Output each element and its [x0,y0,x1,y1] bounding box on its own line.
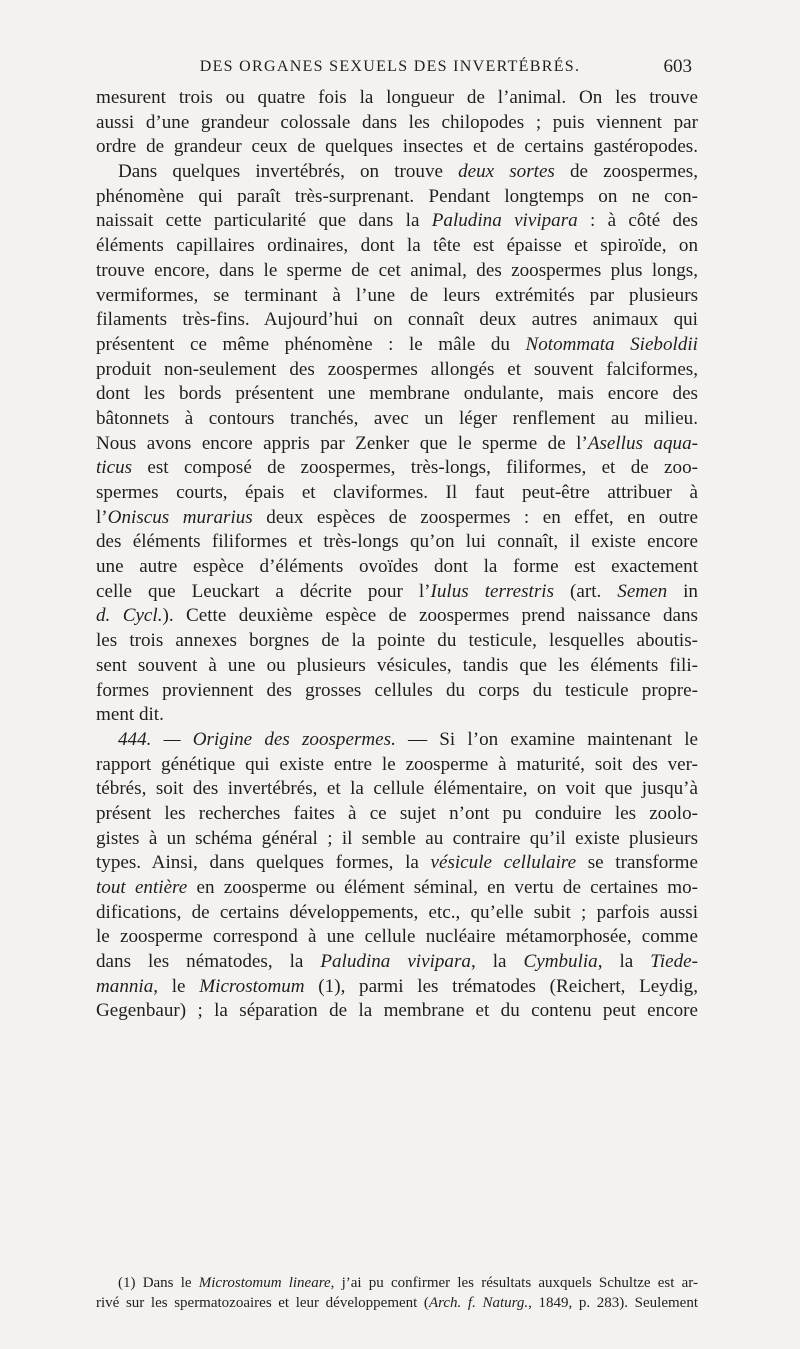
footnote-line: (1) Dans le Microstomum lineare, j’ai pu confirmer les résultats auxquels Schultze est ar- [118,1275,698,1291]
emphasis: tout entière [96,877,188,898]
text-line: produit non-seulement des zoospermes allongés et souvent falciformes, [96,358,698,380]
text-line: les trois annexes borgnes de la pointe du testicule, lesquelles aboutis- [96,630,698,652]
running-head: DES ORGANES SEXUELS DES INVERTÉBRÉS. [199,58,581,75]
text-line: Gegenbaur) ; la séparation de la membrane et du contenu peut encore [96,1000,698,1022]
emphasis: deux sortes [458,161,555,183]
text-line: trouve encore, dans le sperme de cet animal, des zoospermes plus longs, [96,259,698,281]
species-name: Paludina vivipara [431,210,578,232]
page-number: 603 [663,56,692,77]
text-line: aussi d’une grandeur colossale dans les chilopodes ; puis viennent par [96,111,698,133]
text-line: tout entière en zoosperme ou élément séminal, en vertu de certaines mo- [96,877,699,898]
text-line: mesurent trois ou quatre fois la longueur de l’animal. On les trouve [96,87,698,108]
text-line: présent les recherches faites à ce sujet n’ont pu conduire les zoolo- [96,802,698,824]
text-line: l’Oniscus murarius deux espèces de zoospermes : en effet, en outre [96,506,698,528]
text-line: dans les nématodes, la Paludina vivipara, la Cymbulia, la Tiede- [96,951,698,973]
species-name: Cymbulia [523,951,598,973]
text-line: types. Ainsi, dans quelques formes, la vésicule cellulaire se transforme [96,852,698,874]
text-line: filaments très-fins. Aujourd’hui on connaît deux autres animaux qui [96,309,698,331]
text-line: celle que Leuckart a décrite pour l’Iulus terrestris (art. Semen in [96,580,698,602]
text-line: une autre espèce d’éléments ovoïdes dont la forme est exactement [96,556,698,578]
species-name: Tiede- [650,951,698,973]
section-heading: 444. — Origine des zoospermes. [118,728,396,750]
species-name: Paludina vivipara [320,951,471,973]
page-header [98,56,692,82]
text-line: dont les bords présentent une membrane ondulante, mais encore des [96,383,698,405]
text-line: difications, de certains développements, etc., qu’elle subit ; parfois aussi [96,901,698,923]
text-line: ordre de grandeur ceux de quelques insectes et de certains gastéropodes. [96,136,698,158]
text-line: bâtonnets à contours tranchés, avec un léger renflement au milieu. [96,407,698,429]
species-name: mannia [96,975,154,997]
text-line: le zoosperme correspond à une cellule nucléaire métamorphosée, comme [96,926,698,948]
text-line: mannia, le Microstomum (1), parmi les trématodes (Reichert, Leydig, [96,975,698,997]
text-line: phénomène qui paraît très-surprenant. Pendant longtemps on ne con- [96,185,698,207]
species-name: Microstomum [199,975,305,997]
text-line: ticus est composé de zoospermes, très-longs, filiformes, et de zoo- [96,457,698,479]
text-line: Nous avons encore appris par Zenker que le sperme de l’Asellus aqua- [96,432,698,454]
species-name: Microstomum lineare [198,1275,331,1291]
text-line: éléments capillaires ordinaires, dont la tête est épaisse et spiroïde, on [96,235,698,257]
text-line: gistes à un schéma général ; il semble au contraire qu’il existe plusieurs [96,827,698,849]
text-line: tébrés, soit des invertébrés, et la cellule élémentaire, on voit que jusqu’à [96,778,698,800]
text-line: spermes courts, épais et claviformes. Il faut peut-être attribuer à [96,482,698,503]
reference-title: Semen [617,580,668,602]
paragraph-start: Dans quelques invertébrés, on trouve deux sortes de zoospermes, [118,161,698,183]
footnote [96,1273,698,1313]
species-name: Iulus terrestris [430,580,555,602]
text-line: ment dit. [96,704,164,726]
text-line: sent souvent à une ou plusieurs vésicules, tandis que les éléments fili- [96,654,698,676]
text-line: vermiformes, se terminant à l’une de leurs extrémités par plusieurs [96,284,698,306]
reference-title: d. Cycl. [96,605,163,627]
species-name: Notommata Sieboldii [525,333,698,355]
section-heading-line: 444. — Origine des zoospermes. — Si l’on examine maintenant le [118,728,698,750]
text-line: d. Cycl.). Cette deuxième espèce de zoospermes prend naissance dans [96,605,698,627]
text-line: rapport génétique qui existe entre le zoosperme à maturité, soit des ver- [96,753,698,775]
emphasis: vésicule cellulaire [430,852,577,874]
footnote-line: rivé sur les spermatozoaires et leur développement (Arch. f. Naturg., 1849, p. 283). Seulement [96,1295,698,1311]
reference-title: Arch. f. Naturg. [428,1295,529,1311]
text-line: présentent ce même phénomène : le mâle du Notommata Sieboldii [96,333,698,355]
text-line: formes proviennent des grosses cellules du corps du testicule propre- [96,679,698,701]
species-name: ticus [96,457,133,479]
species-name: Asellus aqua- [587,432,698,454]
body-text [96,86,698,1024]
text-line: des éléments filiformes et très-longs qu’on lui connaît, il existe encore [96,531,698,553]
species-name: Oniscus murarius [107,506,253,528]
text-line: naissait cette particularité que dans la Paludina vivipara : à côté des [96,210,698,232]
